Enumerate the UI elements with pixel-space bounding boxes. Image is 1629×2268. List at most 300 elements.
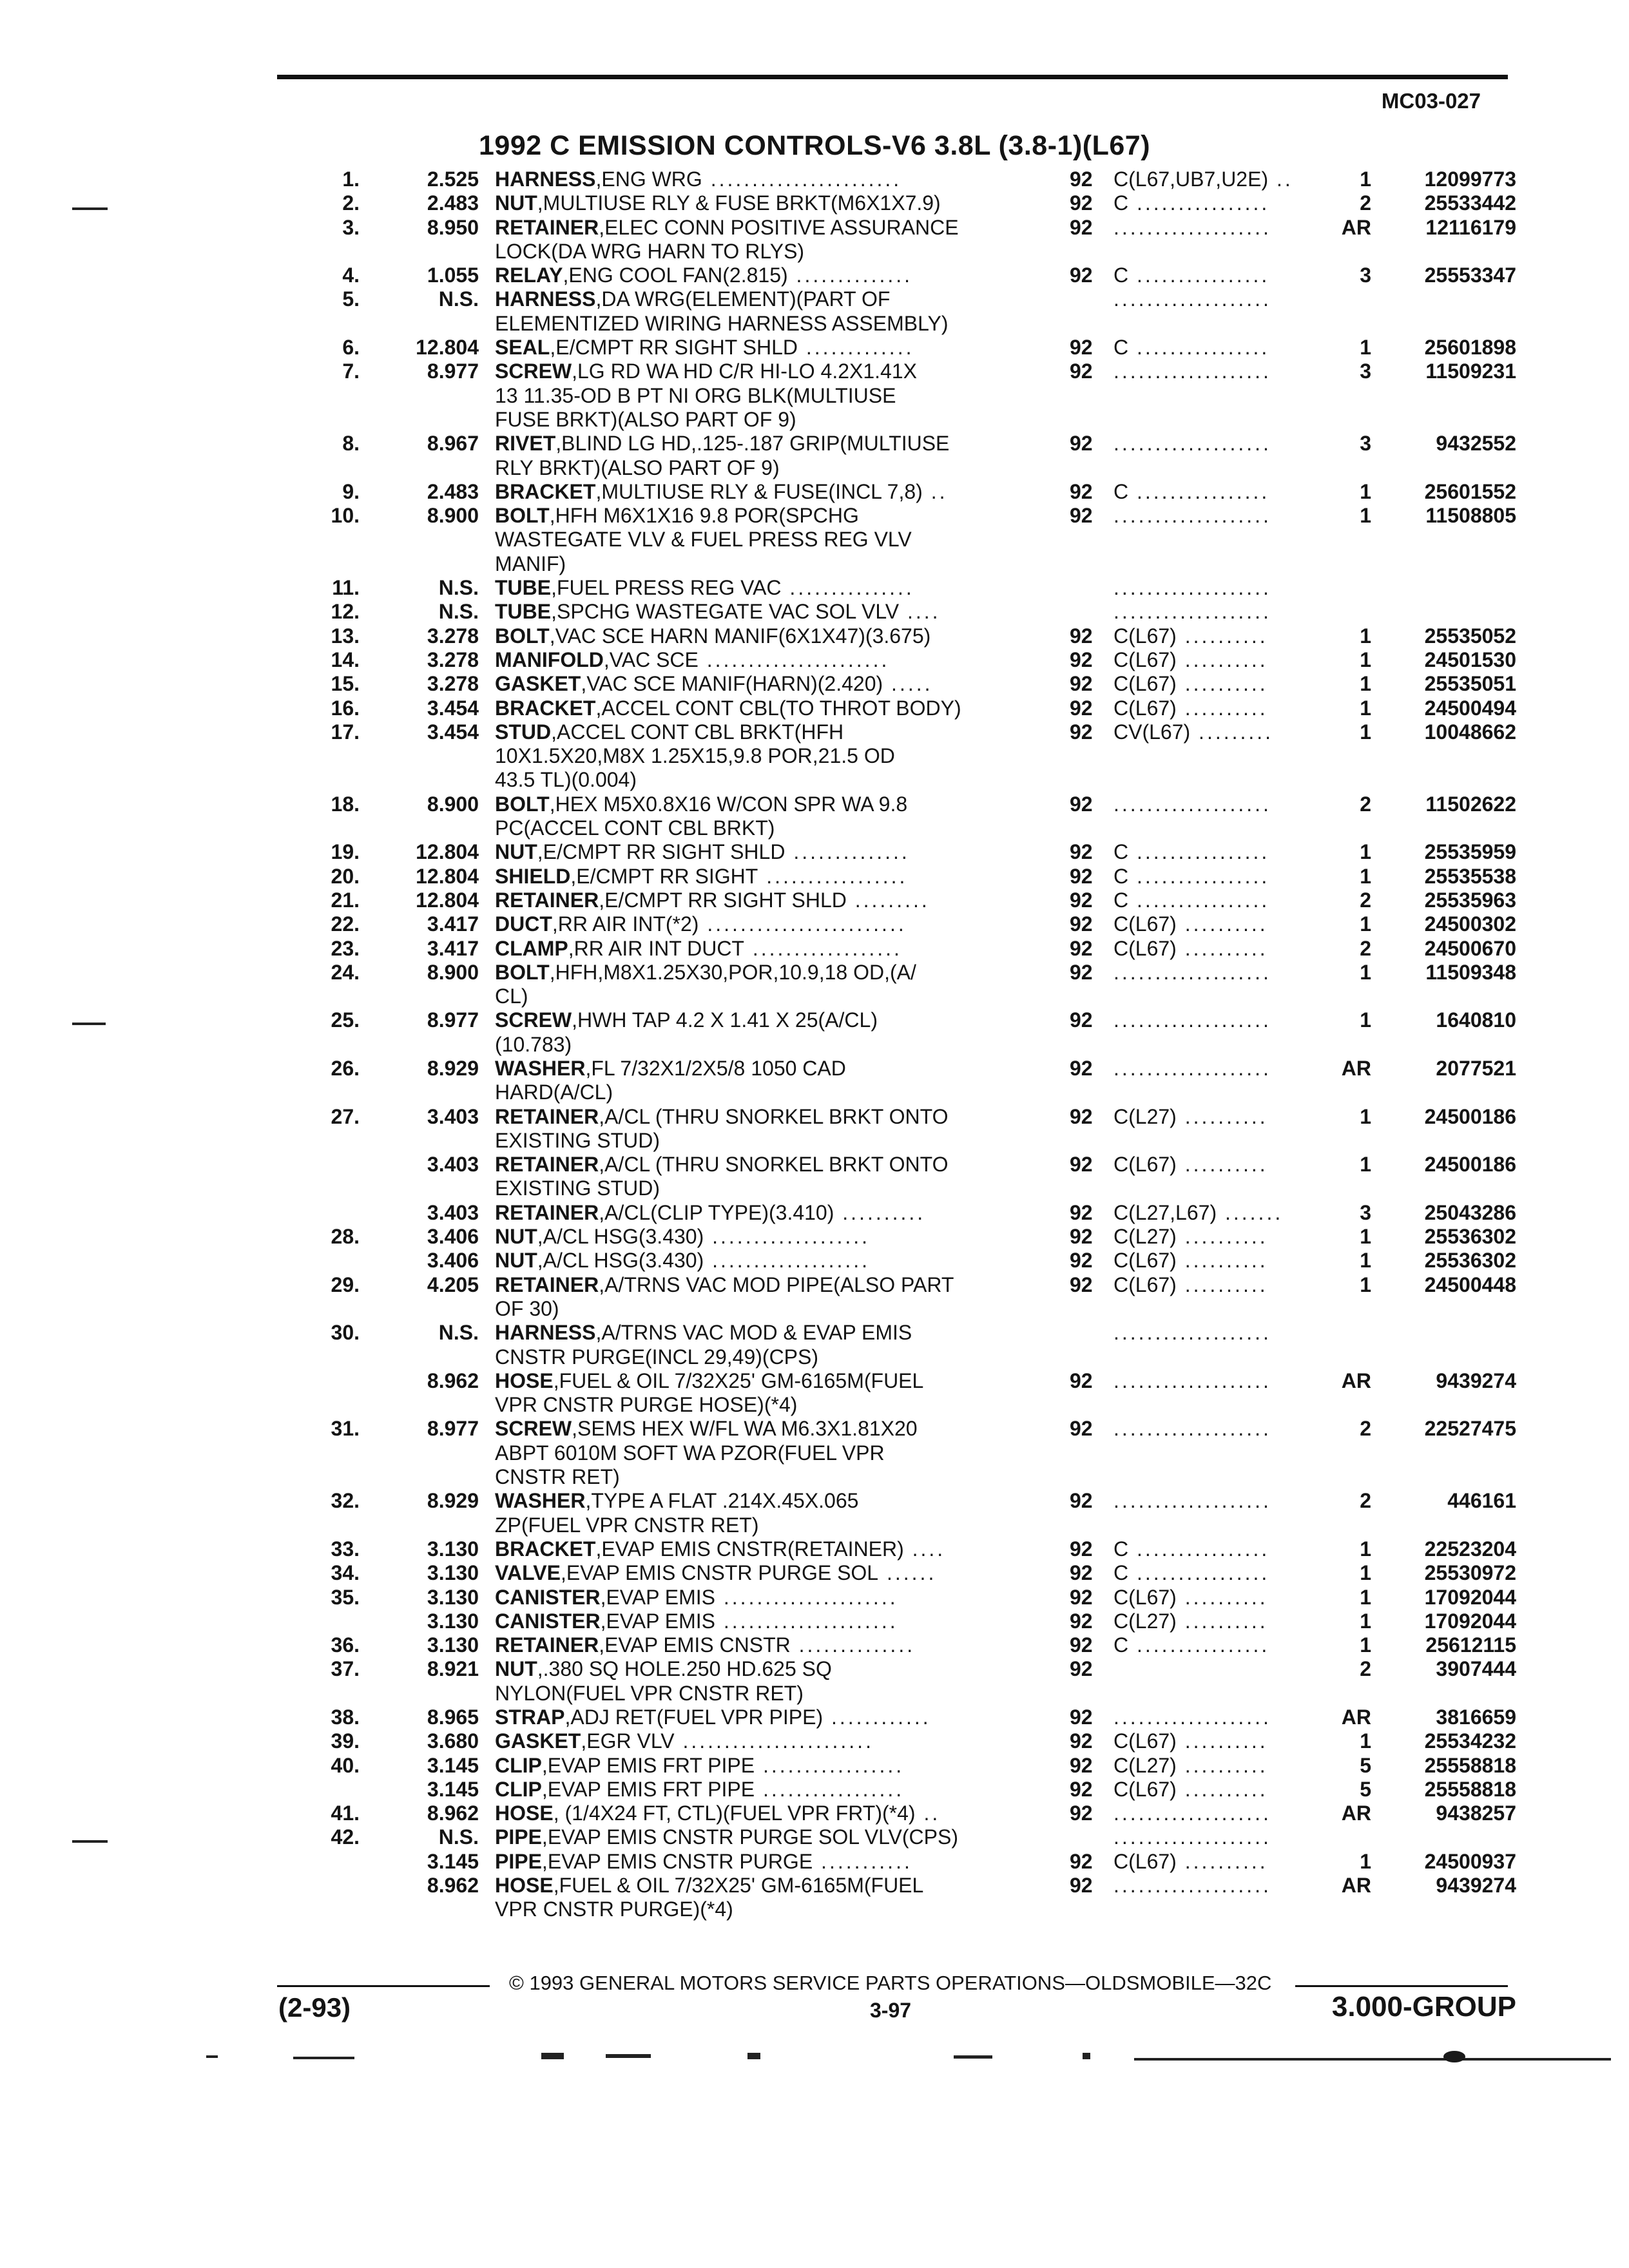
leader-dots: .......... <box>1176 1585 1268 1609</box>
quantity: 1 <box>1360 1273 1371 1296</box>
group-number: 8.929 <box>427 1489 479 1513</box>
leader-dots: ................... <box>1113 1874 1271 1898</box>
part-number: 24500302 <box>1424 912 1516 936</box>
leader-dots: ................... <box>1113 1802 1271 1825</box>
part-number: 3816659 <box>1436 1706 1516 1729</box>
part-row <box>0 1657 1629 1681</box>
part-row <box>0 816 1629 840</box>
quantity: 1 <box>1360 696 1371 720</box>
model-year: 92 <box>1070 1706 1093 1729</box>
footer-copyright: © 1993 GENERAL MOTORS SERVICE PARTS OPERATIONS—OLDSMOBILE—32C <box>509 1972 1272 1994</box>
model-code: C <box>1113 264 1129 287</box>
item-number: 3. <box>342 215 360 239</box>
quantity: 1 <box>1360 1609 1371 1633</box>
leader-dots: ...................... <box>698 648 890 671</box>
leader-dots: .......... <box>1176 1249 1268 1273</box>
part-row <box>0 1273 1629 1297</box>
group-number: 8.929 <box>427 1056 479 1080</box>
part-description <box>495 1225 1075 1249</box>
part-name: WASHER <box>495 1489 586 1513</box>
part-number: 25535963 <box>1424 888 1516 912</box>
quantity: AR <box>1341 1369 1371 1392</box>
model-usage <box>1113 1802 1329 1825</box>
part-description <box>495 1514 1075 1537</box>
part-number: 446161 <box>1447 1489 1516 1513</box>
model-usage <box>1113 432 1329 456</box>
model-usage <box>1113 1754 1329 1778</box>
part-detail: ,ACCEL CONT CBL(TO THROT BODY) <box>595 696 961 720</box>
part-detail: PC(ACCEL CONT CBL BRKT) <box>495 816 775 840</box>
leader-dots: ................... <box>1113 792 1271 816</box>
part-detail: ,E/CMPT RR SIGHT SHLD <box>599 888 847 912</box>
part-name: PIPE <box>495 1825 542 1849</box>
quantity: 2 <box>1360 792 1371 816</box>
part-detail: , (1/4X24 FT, CTL)(FUEL VPR FRT)(*4) <box>553 1802 916 1825</box>
part-detail: LOCK(DA WRG HARN TO RLYS) <box>495 239 805 263</box>
model-code: C(L67,UB7,U2E) <box>1113 168 1269 191</box>
part-description <box>495 1345 1075 1369</box>
model-usage <box>1113 504 1329 528</box>
part-number: 24500186 <box>1424 1153 1516 1177</box>
model-year: 92 <box>1070 624 1093 648</box>
model-year: 92 <box>1070 912 1093 936</box>
part-detail: ,SEMS HEX W/FL WA M6.3X1.81X20 <box>572 1417 918 1441</box>
group-number: 2.483 <box>427 479 479 503</box>
part-description <box>495 1417 1075 1441</box>
leader-dots: ................... <box>1113 360 1271 383</box>
part-description <box>495 456 1075 480</box>
part-detail: ,FUEL & OIL 7/32X25' GM-6165M(FUEL <box>553 1874 924 1898</box>
item-number: 24. <box>331 960 360 984</box>
part-description <box>495 624 1075 648</box>
part-detail: ,E/CMPT RR SIGHT <box>570 864 758 888</box>
part-detail: EXISTING STUD) <box>495 1177 660 1200</box>
model-year: 92 <box>1070 168 1093 191</box>
footer-group: 3.000-GROUP <box>1331 1991 1516 2023</box>
quantity: 1 <box>1360 840 1371 864</box>
model-year: 92 <box>1070 1849 1093 1873</box>
part-description <box>495 576 1075 600</box>
quantity: 3 <box>1360 360 1371 383</box>
part-name: RETAINER <box>495 888 599 912</box>
quantity: 1 <box>1360 864 1371 888</box>
group-number: 8.900 <box>427 504 479 528</box>
page-title: 1992 C EMISSION CONTROLS-V6 3.8L (3.8-1)(L67) <box>478 130 1151 161</box>
leader-dots: .......... <box>1176 1609 1268 1633</box>
part-name: MANIFOLD <box>495 648 604 671</box>
model-code: C(L67) <box>1113 648 1177 671</box>
part-description <box>495 1273 1075 1297</box>
part-detail: ,A/CL HSG(3.430) <box>537 1249 704 1273</box>
part-name: STRAP <box>495 1706 565 1729</box>
leader-dots: ................ <box>1128 264 1270 287</box>
model-year: 92 <box>1070 1729 1093 1753</box>
leader-dots: ................... <box>1113 287 1271 311</box>
model-usage <box>1113 1729 1329 1753</box>
leader-dots: .............. <box>790 1633 916 1657</box>
model-year: 92 <box>1070 336 1093 360</box>
part-detail: ABPT 6010M SOFT WA PZOR(FUEL VPR <box>495 1441 885 1465</box>
model-year: 92 <box>1070 215 1093 239</box>
footer-rule-right <box>1295 1985 1508 1987</box>
part-description <box>495 1561 1075 1585</box>
footer-rule-left <box>277 1985 490 1987</box>
leader-dots: .......... <box>1176 696 1268 720</box>
part-number: 9439274 <box>1436 1874 1516 1898</box>
model-usage <box>1113 1153 1329 1177</box>
model-year: 92 <box>1070 1153 1093 1177</box>
part-row <box>0 1033 1629 1057</box>
model-code: C <box>1113 336 1129 360</box>
item-number: 34. <box>331 1561 360 1585</box>
group-number: 8.977 <box>427 360 479 383</box>
part-row <box>0 1081 1629 1104</box>
group-number: 8.962 <box>427 1874 479 1898</box>
part-name: DUCT <box>495 912 552 936</box>
part-detail: ,MULTIUSE RLY & FUSE(INCL 7,8) <box>595 479 923 503</box>
part-description <box>495 1825 1075 1849</box>
part-row <box>0 912 1629 936</box>
leader-dots: ..... <box>883 672 933 696</box>
part-description <box>495 1201 1075 1225</box>
leader-dots: ................ <box>1128 1561 1270 1585</box>
part-row <box>0 1586 1629 1610</box>
leader-dots: .......... <box>1176 624 1268 648</box>
model-year: 92 <box>1070 960 1093 984</box>
quantity: 1 <box>1360 672 1371 696</box>
model-code: C(L67) <box>1113 1729 1177 1753</box>
quantity: 1 <box>1360 1729 1371 1753</box>
group-number: 3.406 <box>427 1249 479 1273</box>
part-name: BOLT <box>495 624 550 648</box>
part-description <box>495 1393 1075 1417</box>
model-code: C(L27) <box>1113 1753 1177 1777</box>
part-description <box>495 937 1075 961</box>
part-description <box>495 1874 1075 1898</box>
part-name: VALVE <box>495 1561 561 1585</box>
model-usage <box>1113 912 1329 936</box>
part-description <box>495 1850 1075 1874</box>
part-row <box>0 1633 1629 1657</box>
item-number: 6. <box>342 336 360 360</box>
item-number: 20. <box>331 864 360 888</box>
part-description <box>495 1610 1075 1633</box>
leader-dots: ................... <box>704 1225 871 1249</box>
model-usage <box>1113 1057 1329 1081</box>
part-description <box>495 1586 1075 1610</box>
part-detail: (10.783) <box>495 1032 572 1056</box>
quantity: 1 <box>1360 1561 1371 1585</box>
item-number: 28. <box>331 1225 360 1249</box>
model-year: 92 <box>1070 479 1093 503</box>
part-detail: ,A/TRNS VAC MOD & EVAP EMIS <box>595 1321 912 1345</box>
part-number: 1640810 <box>1436 1008 1516 1032</box>
part-name: RETAINER <box>495 1153 599 1177</box>
model-year: 92 <box>1070 504 1093 528</box>
part-detail: ,E/CMPT RR SIGHT SHLD <box>537 840 786 864</box>
part-detail: ,.380 SQ HOLE.250 HD.625 SQ <box>537 1657 832 1681</box>
part-detail: ,SPCHG WASTEGATE VAC SOL VLV <box>551 600 900 624</box>
quantity: 1 <box>1360 648 1371 671</box>
group-number: 3.130 <box>427 1609 479 1633</box>
leader-dots: ................. <box>755 1753 905 1777</box>
part-detail: ,FUEL & OIL 7/32X25' GM-6165M(FUEL <box>553 1369 924 1392</box>
group-number: 3.406 <box>427 1225 479 1249</box>
model-code: C(L67) <box>1113 1849 1177 1873</box>
leader-dots: ..................... <box>715 1609 898 1633</box>
leader-dots: ................... <box>1113 960 1271 984</box>
model-usage <box>1113 216 1329 240</box>
part-row <box>0 889 1629 912</box>
item-number: 19. <box>331 840 360 864</box>
part-description <box>495 961 1075 985</box>
model-code: C(L67) <box>1113 696 1177 720</box>
item-number: 4. <box>342 264 360 287</box>
part-name: HARNESS <box>495 1321 596 1345</box>
part-name: CLAMP <box>495 936 568 960</box>
model-year: 92 <box>1070 672 1093 696</box>
part-number: 24500186 <box>1424 1104 1516 1128</box>
quantity: 1 <box>1360 624 1371 648</box>
part-detail: ,TYPE A FLAT .214X.45X.065 <box>585 1489 859 1513</box>
model-code: C(L67) <box>1113 912 1177 936</box>
part-description <box>495 1778 1075 1802</box>
quantity: AR <box>1341 1802 1371 1825</box>
group-number: 8.967 <box>427 432 479 456</box>
leader-dots: ................... <box>1113 1008 1271 1032</box>
part-detail: CNSTR RET) <box>495 1465 620 1489</box>
model-year: 92 <box>1070 1585 1093 1609</box>
quantity: 1 <box>1360 1585 1371 1609</box>
leader-dots: .............. <box>787 264 913 287</box>
part-row <box>0 1105 1629 1129</box>
part-name: BRACKET <box>495 696 596 720</box>
part-name: TUBE <box>495 600 552 624</box>
model-year: 92 <box>1070 1777 1093 1801</box>
group-number: 12.804 <box>416 864 479 888</box>
item-number: 30. <box>331 1321 360 1345</box>
leader-dots: ..................... <box>715 1585 898 1609</box>
leader-dots: ................. <box>758 864 908 888</box>
part-row <box>0 1249 1629 1273</box>
model-usage <box>1113 1201 1329 1225</box>
part-description <box>495 840 1075 864</box>
leader-dots: ....... <box>1217 1200 1284 1224</box>
part-row <box>0 1729 1629 1753</box>
part-row <box>0 744 1629 768</box>
group-number: 3.130 <box>427 1537 479 1561</box>
quantity: 1 <box>1360 720 1371 744</box>
group-number: N.S. <box>438 1825 479 1849</box>
group-number: 3.680 <box>427 1729 479 1753</box>
part-row <box>0 168 1629 191</box>
group-number: 8.977 <box>427 1008 479 1032</box>
part-detail: ,ELEC CONN POSITIVE ASSURANCE <box>599 215 959 239</box>
part-name: SCREW <box>495 1417 572 1441</box>
part-detail: ,EVAP EMIS CNSTR PURGE SOL <box>560 1561 879 1585</box>
part-detail: ,HWH TAP 4.2 X 1.41 X 25(A/CL) <box>572 1008 878 1032</box>
part-detail: ,HFH,M8X1.25X30,POR,10.9,18 OD,(A/ <box>549 960 916 984</box>
part-name: CLIP <box>495 1753 542 1777</box>
part-name: HOSE <box>495 1802 554 1825</box>
model-year: 92 <box>1070 648 1093 671</box>
part-description <box>495 768 1075 792</box>
leader-dots: ................ <box>1128 840 1270 864</box>
leader-dots: ................ <box>1128 888 1270 912</box>
part-row <box>0 264 1629 287</box>
top-rule <box>277 75 1508 79</box>
model-usage <box>1113 1321 1329 1345</box>
part-description <box>495 1369 1075 1393</box>
leader-dots: ......... <box>846 888 930 912</box>
leader-dots: .......... <box>1176 648 1268 671</box>
part-row <box>0 1706 1629 1729</box>
part-detail: ,EGR VLV <box>581 1729 675 1753</box>
part-detail: FUSE BRKT)(ALSO PART OF 9) <box>495 407 796 431</box>
part-detail: ,LG RD WA HD C/R HI-LO 4.2X1.41X <box>572 360 917 383</box>
part-detail: ,EVAP EMIS <box>600 1585 715 1609</box>
part-description <box>495 336 1075 360</box>
item-number: 10. <box>331 504 360 528</box>
scan-mark <box>1134 2058 1611 2061</box>
part-description <box>495 985 1075 1008</box>
scan-mark <box>606 2054 651 2058</box>
item-number: 40. <box>331 1753 360 1777</box>
part-name: RELAY <box>495 264 563 287</box>
model-usage <box>1113 1874 1329 1898</box>
part-number: 25558818 <box>1424 1753 1516 1777</box>
leader-dots: .......... <box>1176 1777 1268 1801</box>
group-number: 3.130 <box>427 1585 479 1609</box>
part-description <box>495 216 1075 240</box>
part-detail: ,EVAP EMIS CNSTR PURGE SOL VLV(CPS) <box>541 1825 958 1849</box>
part-detail: ,A/CL HSG(3.430) <box>537 1225 704 1249</box>
item-number: 18. <box>331 792 360 816</box>
part-row <box>0 1754 1629 1778</box>
item-number: 22. <box>331 912 360 936</box>
group-number: 2.483 <box>427 191 479 215</box>
part-description <box>495 1898 1075 1921</box>
part-description <box>495 889 1075 912</box>
part-name: HARNESS <box>495 168 596 191</box>
group-number: 3.130 <box>427 1561 479 1585</box>
part-number: 25601898 <box>1424 336 1516 360</box>
part-name: HOSE <box>495 1369 554 1392</box>
leader-dots: .. <box>915 1802 941 1825</box>
leader-dots: ............. <box>798 336 914 360</box>
part-number: 11502622 <box>1425 792 1516 816</box>
part-number: 17092044 <box>1424 1585 1516 1609</box>
model-year: 92 <box>1070 840 1093 864</box>
item-number: 38. <box>331 1706 360 1729</box>
quantity: 1 <box>1360 504 1371 528</box>
part-description <box>495 240 1075 264</box>
part-description <box>495 432 1075 456</box>
model-code: C <box>1113 864 1129 888</box>
part-row <box>0 1153 1629 1177</box>
part-detail: HARD(A/CL) <box>495 1081 613 1104</box>
part-detail: ,HFH M6X1X16 9.8 POR(SPCHG <box>549 504 859 528</box>
model-code: C(L27) <box>1113 1609 1177 1633</box>
group-number: N.S. <box>438 1321 479 1345</box>
leader-dots: ................. <box>755 1777 905 1801</box>
model-usage <box>1113 961 1329 985</box>
group-number: 8.962 <box>427 1802 479 1825</box>
model-usage <box>1113 697 1329 720</box>
part-number: 12116179 <box>1425 215 1516 239</box>
part-name: NUT <box>495 191 537 215</box>
leader-dots: ................... <box>1113 1706 1271 1729</box>
leader-dots: .......... <box>1176 1104 1268 1128</box>
model-year: 92 <box>1070 1273 1093 1296</box>
leader-dots: .................. <box>744 936 902 960</box>
scan-mark <box>541 2053 564 2059</box>
part-row <box>0 408 1629 432</box>
part-detail: 13 11.35-OD B PT NI ORG BLK(MULTIUSE <box>495 383 896 407</box>
model-usage <box>1113 1105 1329 1129</box>
part-description <box>495 1489 1075 1513</box>
part-number: 25534232 <box>1424 1729 1516 1753</box>
part-description <box>495 1033 1075 1057</box>
group-number: 8.921 <box>427 1657 479 1681</box>
part-description <box>495 264 1075 287</box>
item-number: 39. <box>331 1729 360 1753</box>
part-number: 12099773 <box>1424 168 1516 191</box>
part-name: RETAINER <box>495 215 599 239</box>
part-detail: CL) <box>495 985 528 1008</box>
model-usage <box>1113 600 1329 624</box>
item-number: 35. <box>331 1585 360 1609</box>
leader-dots: .......... <box>834 1200 926 1224</box>
part-detail: ,EVAP EMIS CNSTR PURGE <box>541 1849 813 1873</box>
model-usage <box>1113 1489 1329 1513</box>
part-number: 22523204 <box>1424 1537 1516 1561</box>
part-number: 22527475 <box>1424 1417 1516 1441</box>
model-usage <box>1113 1586 1329 1610</box>
part-name: GASKET <box>495 672 581 696</box>
part-row <box>0 480 1629 504</box>
model-code: C <box>1113 479 1129 503</box>
part-description <box>495 1081 1075 1104</box>
part-name: CANISTER <box>495 1585 601 1609</box>
part-description <box>495 1297 1075 1321</box>
part-row <box>0 191 1629 215</box>
part-detail: 43.5 TL)(0.004) <box>495 768 637 792</box>
model-usage <box>1113 840 1329 864</box>
margin-mark <box>72 207 108 210</box>
model-usage <box>1113 1369 1329 1393</box>
model-year: 92 <box>1070 264 1093 287</box>
model-usage <box>1113 1417 1329 1441</box>
part-row <box>0 1441 1629 1465</box>
part-detail: ,ENG COOL FAN(2.815) <box>563 264 788 287</box>
part-row <box>0 1297 1629 1321</box>
part-name: SHIELD <box>495 864 571 888</box>
part-description <box>495 672 1075 696</box>
part-number: 17092044 <box>1424 1609 1516 1633</box>
part-name: NUT <box>495 1249 537 1273</box>
model-usage <box>1113 648 1329 672</box>
part-description <box>495 1441 1075 1465</box>
part-number: 25536302 <box>1424 1225 1516 1249</box>
model-year: 92 <box>1070 1104 1093 1128</box>
model-year: 92 <box>1070 1489 1093 1513</box>
leader-dots: ................... <box>1113 576 1271 600</box>
model-usage <box>1113 480 1329 504</box>
part-number: 24500448 <box>1424 1273 1516 1296</box>
part-number: 10048662 <box>1424 720 1516 744</box>
quantity: 2 <box>1360 936 1371 960</box>
